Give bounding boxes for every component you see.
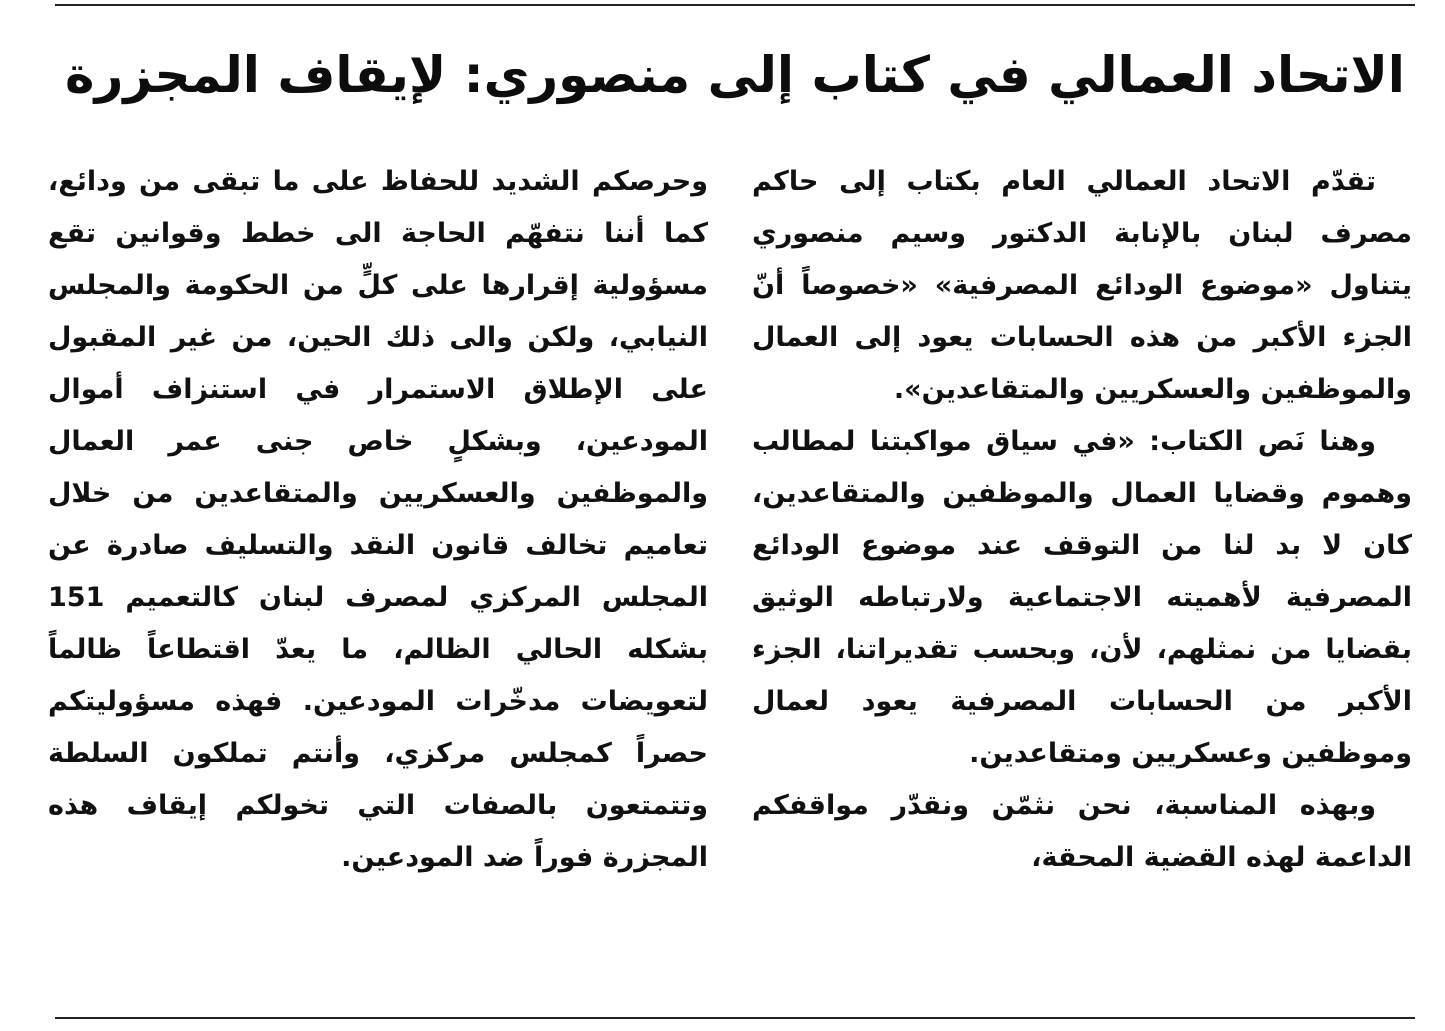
article-column-left <box>48 156 708 976</box>
article-paragraph-3: وبهذه المناسبة، نحن نثمّن ونقدّر مواقفكم الداعمة لهذه القضية المحقة، <box>752 790 1412 873</box>
article-column-right <box>752 156 1412 976</box>
article-paragraph-2: وهنا نَص الكتاب: «في سياق مواكبتنا لمطالب وهموم وقضايا العمال والموظفين والمتقاعدين، كان لا بد لنا من التوقف عند موضوع الودائع المصرفية لأهميته الاجتماعية ولارتباطه الوثيق بقضايا من نمثلهم، لأن، وبحسب تقديراتنا، الجزء الأكبر من الحسابات المصرفية يعود لعمال وموظفين وعسكريين ومتقاعدين. <box>752 426 1412 769</box>
article-paragraph-4: وحرصكم الشديد للحفاظ على ما تبقى من ودائع، كما أننا نتفهّم الحاجة الى خطط وقوانين تقع مسؤولية إقرارها على كلٍّ من الحكومة والمجلس النيابي، ولكن والى ذلك الحين، من غير المقبول على الإطلاق الاستمرار في استنزاف أموال المودعين، وبشكلٍ خاص جنى عمر العمال والموظفين والعسكريين والمتقاعدين من خلال تعاميم تخالف قانون النقد والتسليف صادرة عن المجلس المركزي لمصرف لبنان كالتعميم 151 بشكله الحالي الظالم، ما يعدّ اقتطاعاً ظالماً لتعويضات مدخّرات المودعين. فهذه مسؤوليتكم حصراً كمجلس مركزي، وأنتم تملكون السلطة وتتمتعون بالصفات التي تخولكم إيقاف هذه المجزرة فوراً ضد المودعين. <box>48 166 708 873</box>
article-headline: الاتحاد العمالي في كتاب إلى منصوري: لإيقاف المجزرة <box>65 46 1405 104</box>
article-paragraph-1: تقدّم الاتحاد العمالي العام بكتاب إلى حاكم مصرف لبنان بالإنابة الدكتور وسيم منصوري يتناول «موضوع الودائع المصرفية» «خصوصاً أنّ الجزء الأكبر من هذه الحسابات يعود إلى العمال والموظفين والعسكريين والمتقاعدين». <box>752 166 1412 405</box>
bottom-rule <box>55 1017 1415 1019</box>
top-rule <box>55 4 1415 6</box>
